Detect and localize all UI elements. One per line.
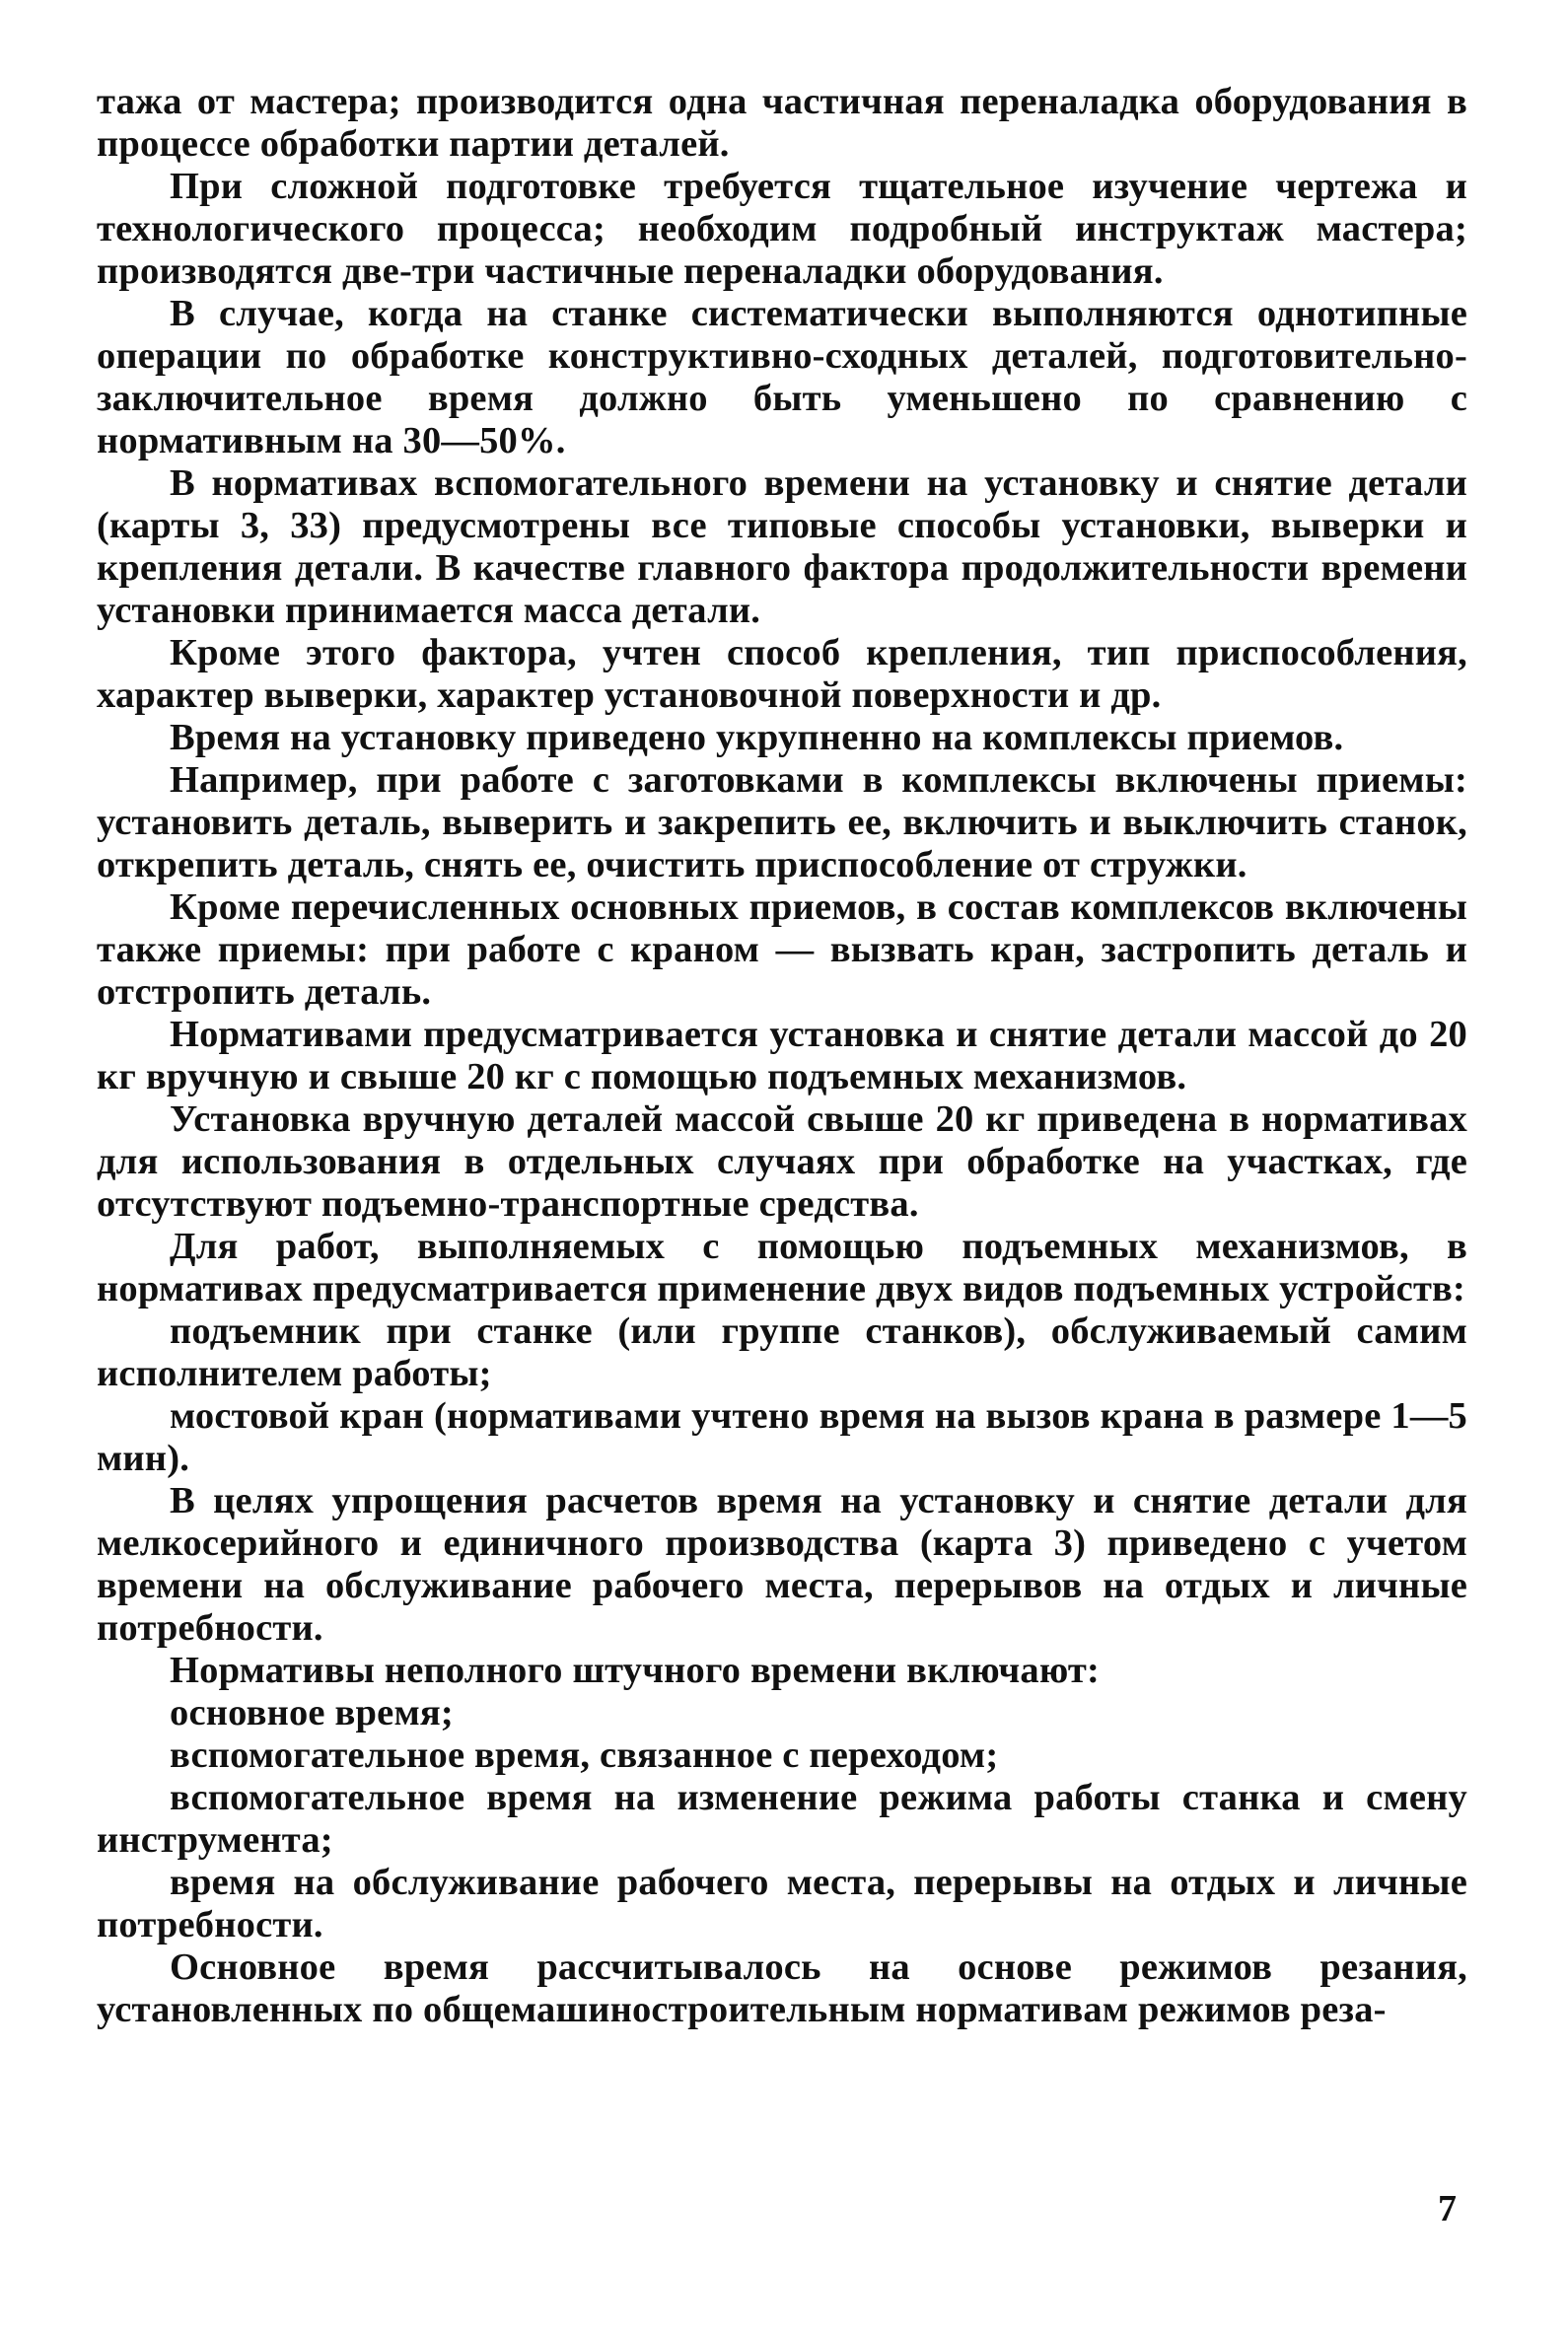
paragraph-14: В целях упрощения расчетов время на установку и снятие детали для мелкосерийного и единичного производства (карта 3) приведено с учетом времени на обслуживание рабочего места, перерывов на отдых и личные потребности. xyxy=(97,1480,1467,1649)
paragraph-13: мостовой кран (нормативами учтено время на вызов крана в размере 1—5 мин). xyxy=(97,1395,1467,1479)
paragraph-8: Кроме перечисленных основных приемов, в состав комплексов включены также приемы: при работе с краном — вызвать кран, застропить деталь и отстропить деталь. xyxy=(97,886,1467,1013)
paragraph-1: тажа от мастера; производится одна частичная переналадка оборудования в процессе обработки партии деталей. xyxy=(97,81,1467,165)
paragraph-17: вспомогательное время, связанное с переходом; xyxy=(170,1734,999,1776)
paragraph-4: В нормативах вспомогательного времени на установку и снятие детали (карты 3, 33) предусмотрены все типовые способы установки, выверки и крепления детали. В качестве главного фактора продолжительности времени установки принимается масса детали. xyxy=(97,462,1467,631)
page-number: 7 xyxy=(1438,2188,1457,2229)
paragraph-16: основное время; xyxy=(170,1692,454,1733)
paragraph-3: В случае, когда на станке систематически выполняются однотипные операции по обработке конструктивно-сходных деталей, подготовительно-заключительное время должно быть уменьшено по сравнению с нормативным на 30—50%. xyxy=(97,293,1467,461)
paragraph-2 xyxy=(97,166,1467,293)
paragraph-9: Нормативами предусматривается установка и снятие детали массой до 20 кг вручную и свыше 20 кг с помощью подъемных механизмов. xyxy=(97,1014,1467,1097)
paragraph-7: Например, при работе с заготовками в комплексы включены приемы: установить деталь, выверить и закрепить ее, включить и выключить станок, открепить деталь, снять ее, очистить приспособление от стружки. xyxy=(97,759,1467,885)
paragraph-5: Кроме этого фактора, учтен способ крепления, тип приспособления, характер выверки, характер установочной поверхности и др. xyxy=(97,632,1467,716)
paragraph-2-lead: При сложной подготовке xyxy=(170,166,637,207)
paragraph-11: Для работ, выполняемых с помощью подъемных механизмов, в нормативах предусматривается применение двух видов подъемных устройств: xyxy=(97,1226,1467,1309)
paragraph-10: Установка вручную деталей массой свыше 20 кг приведена в нормативах для использования в отдельных случаях при обработке на участках, где отсутствуют подъемно-транспортные средства. xyxy=(97,1098,1467,1225)
paragraph-12: подъемник при станке (или группе станков), обслуживаемый самим исполнителем работы; xyxy=(97,1310,1467,1394)
paragraph-18: вспомогательное время на изменение режима работы станка и смену инструмента; xyxy=(97,1777,1467,1861)
paragraph-6: Время на установку приведено укрупненно на комплексы приемов. xyxy=(170,717,1344,758)
document-page xyxy=(97,81,1467,2031)
paragraph-2-body: требуется тщательное изучение чертежа и технологического процесса; необходим подробный инструктаж мастера; производятся две-три частичные переналадки оборудования. xyxy=(97,166,1467,292)
paragraph-15: Нормативы неполного штучного времени включают: xyxy=(170,1650,1101,1691)
paragraph-20: Основное время рассчитывалось на основе режимов резания, установленных по общемашиностроительным нормативам режимов реза- xyxy=(97,1946,1467,2030)
paragraph-19: время на обслуживание рабочего места, перерывы на отдых и личные потребности. xyxy=(97,1862,1467,1945)
